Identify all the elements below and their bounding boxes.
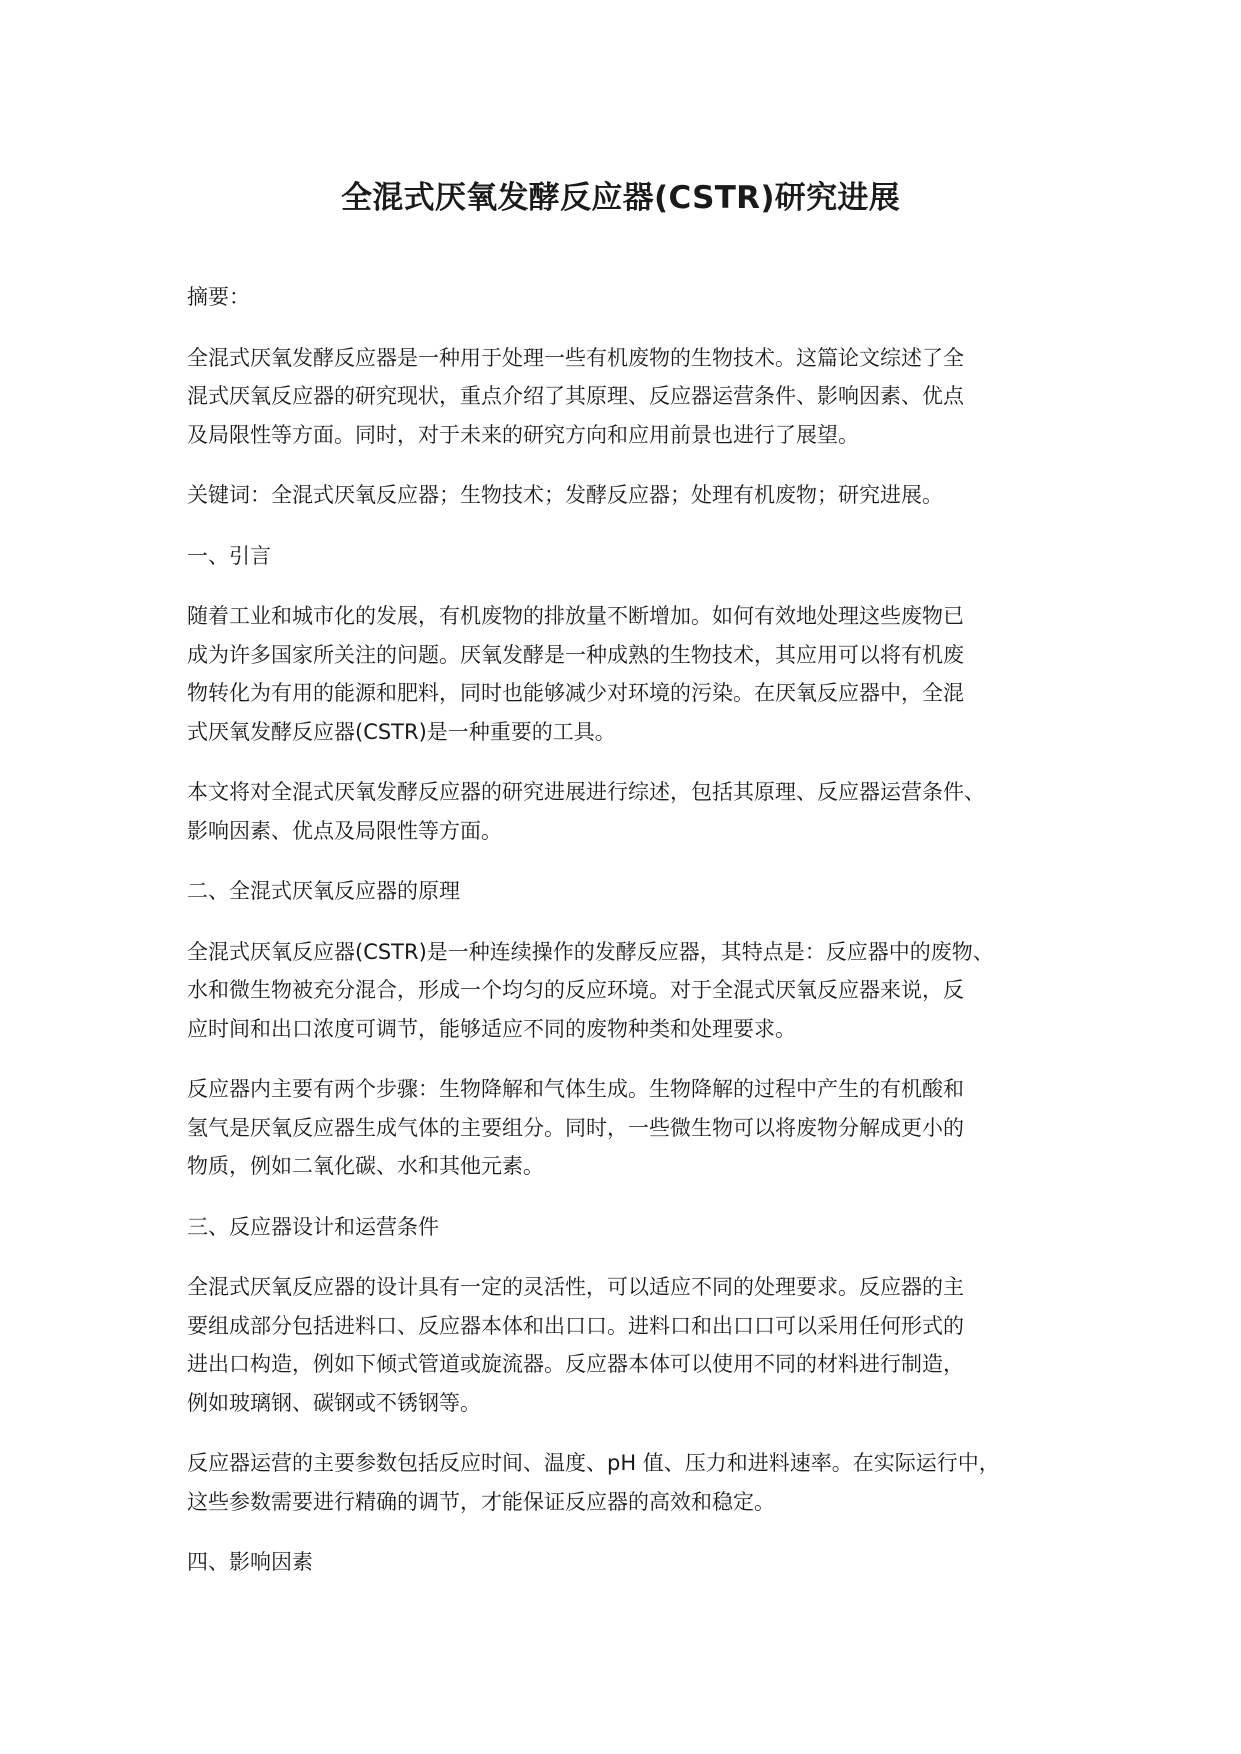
paragraph-line: 这些参数需要进行精确的调节，才能保证反应器的高效和稳定。: [187, 1489, 775, 1514]
paragraph: [187, 1070, 1072, 1186]
paragraph-line: 应时间和出口浓度可调节，能够适应不同的废物种类和处理要求。: [187, 1016, 796, 1041]
paragraph: [187, 1208, 1072, 1247]
paragraph-line: 成为许多国家所关注的问题。厌氧发酵是一种成熟的生物技术，其应用可以将有机废: [187, 642, 964, 667]
paragraph: [187, 1543, 1072, 1582]
paragraph-line: 要组成部分包括进料口、反应器本体和出口口。进料口和出口口可以采用任何形式的: [187, 1313, 964, 1338]
paragraph-line: 氢气是厌氧反应器生成气体的主要组分。同时，一些微生物可以将废物分解成更小的: [187, 1115, 964, 1140]
paragraph-line: 影响因素、优点及局限性等方面。: [187, 818, 502, 843]
paragraph-line: 反应器运营的主要参数包括反应时间、温度、pH 值、压力和进料速率。在实际运行中，: [187, 1451, 1000, 1475]
document-title: 全混式厌氧发酵反应器(CSTR)研究进展: [340, 180, 900, 216]
paragraph-line: 式厌氧发酵反应器(CSTR)是一种重要的工具。: [187, 719, 616, 744]
paragraph: [187, 933, 1072, 1049]
paragraph: [187, 278, 1072, 317]
paragraph: [187, 1268, 1072, 1422]
paragraph-line: 及局限性等方面。同时，对于未来的研究方向和应用前景也进行了展望。: [187, 422, 859, 447]
paragraph: [187, 872, 1072, 911]
paragraph-line: 本文将对全混式厌氧发酵反应器的研究进展进行综述，包括其原理、反应器运营条件、: [187, 780, 985, 804]
paragraph-line: 物质，例如二氧化碳、水和其他元素。: [187, 1154, 544, 1178]
paragraph: [187, 1444, 1072, 1521]
paragraph-line: 例如玻璃钢、碳钢或不锈钢等。: [187, 1390, 481, 1415]
paragraph-line: 三、反应器设计和运营条件: [187, 1214, 439, 1239]
paragraph-line: 关键词：全混式厌氧反应器；生物技术；发酵反应器；处理有机废物；研究进展。: [187, 483, 943, 507]
paragraph-line: 四、影响因素: [187, 1550, 313, 1574]
paragraph-line: 物转化为有用的能源和肥料，同时也能够减少对环境的污染。在厌氧反应器中，全混: [187, 681, 964, 705]
paragraph-line: 二、全混式厌氧反应器的原理: [187, 879, 460, 903]
paragraph: [187, 339, 1072, 455]
paragraph: [187, 537, 1072, 576]
paragraph-line: 摘要：: [187, 285, 250, 309]
paragraph-line: 全混式厌氧反应器的设计具有一定的灵活性，可以适应不同的处理要求。反应器的主: [187, 1275, 964, 1299]
paragraph-line: 反应器内主要有两个步骤：生物降解和气体生成。生物降解的过程中产生的有机酸和: [187, 1077, 964, 1101]
paragraph-line: 一、引言: [187, 543, 271, 568]
paragraph-line: 混式厌氧反应器的研究现状，重点介绍了其原理、反应器运营条件、影响因素、优点: [187, 384, 964, 408]
document-body: [187, 278, 1072, 1604]
paragraph-line: 进出口构造，例如下倾式管道或旋流器。反应器本体可以使用不同的材料进行制造，: [187, 1352, 964, 1376]
paragraph: [187, 773, 1072, 850]
paragraph-line: 随着工业和城市化的发展，有机废物的排放量不断增加。如何有效地处理这些废物已: [187, 604, 964, 628]
paragraph-line: 水和微生物被充分混合，形成一个均匀的反应环境。对于全混式厌氧反应器来说，反: [187, 978, 964, 1002]
paragraph: [187, 597, 1072, 751]
paragraph-line: 全混式厌氧发酵反应器是一种用于处理一些有机废物的生物技术。这篇论文综述了全: [187, 345, 964, 370]
paragraph: [187, 476, 1072, 515]
paragraph-line: 全混式厌氧反应器(CSTR)是一种连续操作的发酵反应器，其特点是：反应器中的废物、: [187, 939, 994, 964]
